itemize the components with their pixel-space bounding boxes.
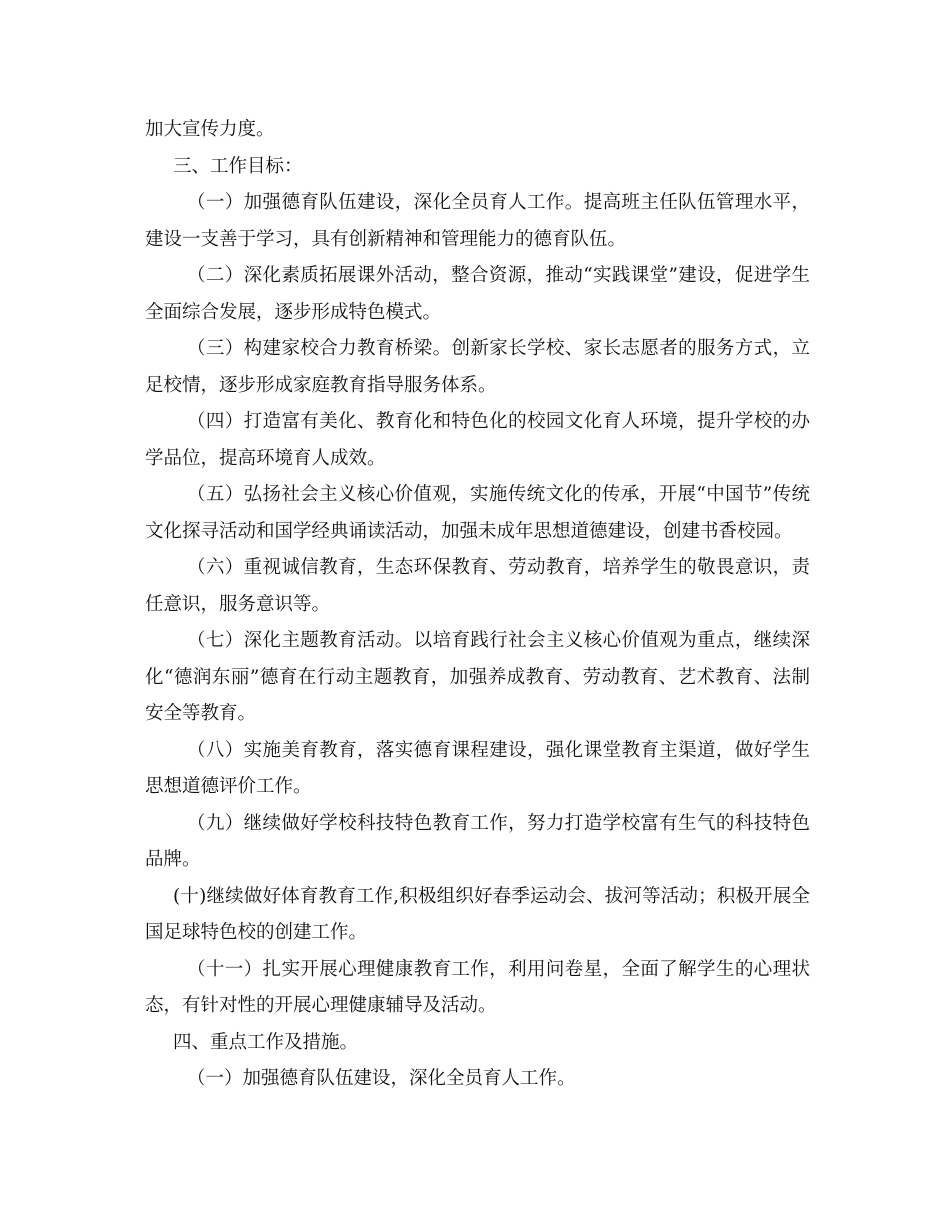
- goal-item-4: （四）打造富有美化、教育化和特色化的校园文化育人环境，提升学校的办学品位，提高环境育人成效。: [145, 411, 810, 469]
- goal-item-9: （九）继续做好学校科技特色教育工作，努力打造学校富有生气的科技特色品牌。: [145, 812, 810, 870]
- section-heading-goals: 三、工作目标：: [173, 155, 303, 177]
- goal-item-10: (十)继续做好体育教育工作,积极组织好春季运动会、拔河等活动；积极开展全国足球特色校的创建工作。: [145, 885, 810, 943]
- goal-item-5: （五）弘扬社会主义核心价值观，实施传统文化的传承，开展“中国节”传统文化探寻活动和国学经典诵读活动，加强未成年思想道德建设，创建书香校园。: [145, 484, 810, 542]
- goal-item-11: （十一）扎实开展心理健康教育工作，利用问卷星，全面了解学生的心理状态，有针对性的开展心理健康辅导及活动。: [145, 958, 810, 1016]
- goal-item-6: （六）重视诚信教育，生态环保教育、劳动教育，培养学生的敬畏意识，责任意识，服务意识等。: [145, 557, 810, 615]
- goal-item-3: （三）构建家校合力教育桥梁。创新家长学校、家长志愿者的服务方式，立足校情，逐步形成家庭教育指导服务体系。: [145, 338, 810, 396]
- goal-item-8: （八）实施美育教育，落实德育课程建设，强化课堂教育主渠道，做好学生思想道德评价工作。: [145, 739, 810, 797]
- goal-item-7: （七）深化主题教育活动。以培育践行社会主义核心价值观为重点，继续深化“德润东丽”德育在行动主题教育，加强养成教育、劳动教育、艺术教育、法制安全等教育。: [145, 630, 810, 724]
- goal-item-1: （一）加强德育队伍建设，深化全员育人工作。提高班主任队伍管理水平，建设一支善于学习，具有创新精神和管理能力的德育队伍。: [145, 192, 810, 250]
- section-heading-key-work: 四、重点工作及措施。: [173, 1031, 359, 1053]
- document-body: [145, 112, 810, 1098]
- paragraph-continuation: 加大宣传力度。: [145, 119, 275, 140]
- goal-item-2: （二）深化素质拓展课外活动，整合资源，推动“实践课堂”建设，促进学生全面综合发展，逐步形成特色模式。: [145, 265, 810, 323]
- key-work-item-1: （一）加强德育队伍建设，深化全员育人工作。: [187, 1068, 576, 1089]
